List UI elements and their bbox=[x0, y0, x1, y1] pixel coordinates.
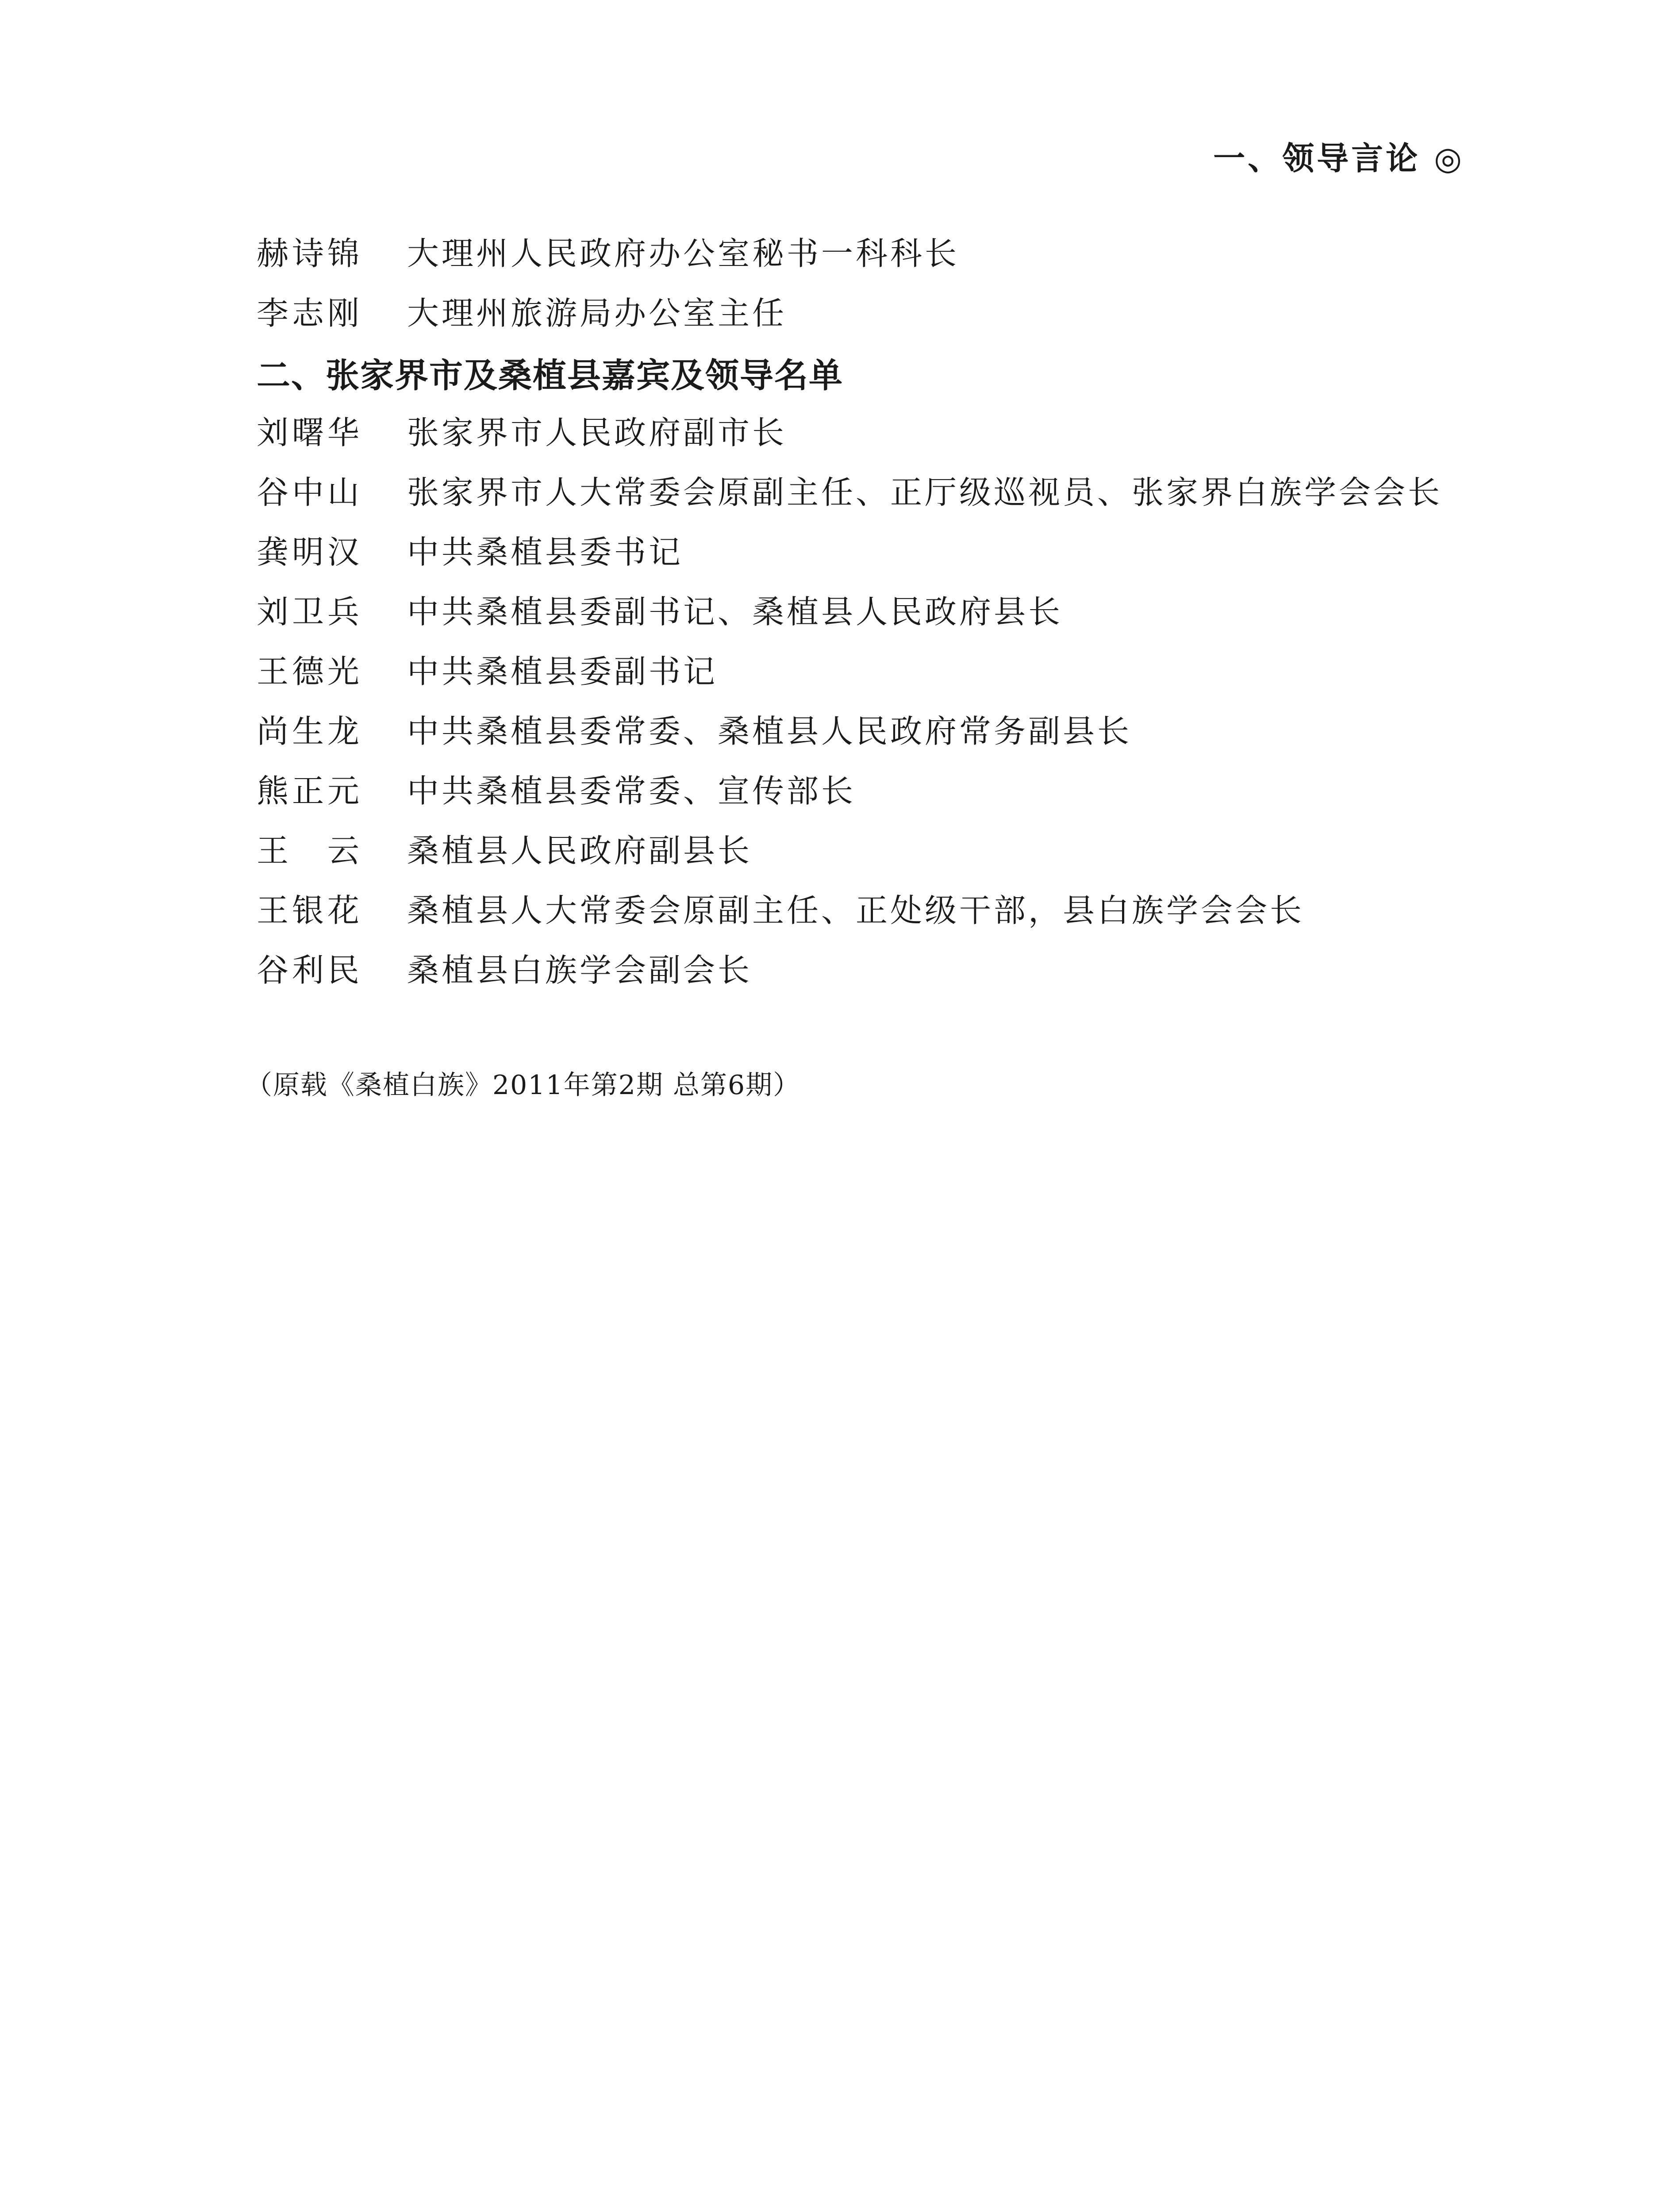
list-item bbox=[257, 940, 1540, 1000]
person-name: 谷利民 bbox=[257, 951, 363, 989]
person-title: 中共桑植县委副书记 bbox=[407, 653, 718, 690]
source-citation: （原载《桑植白族》2011年第2期 总第6期） bbox=[246, 1070, 801, 1101]
person-name: 赫诗锦 bbox=[257, 234, 363, 272]
person-name: 王银花 bbox=[257, 891, 363, 929]
person-title: 大理州旅游局办公室主任 bbox=[407, 294, 787, 332]
running-header bbox=[1213, 133, 1464, 179]
list-item bbox=[257, 821, 1540, 880]
person-name: 王德光 bbox=[257, 653, 363, 690]
list-item bbox=[257, 880, 1540, 940]
person-title: 张家界市人民政府副市长 bbox=[407, 414, 787, 451]
person-title: 中共桑植县委书记 bbox=[407, 533, 684, 571]
name-list bbox=[257, 223, 1540, 1000]
person-name: 刘曙华 bbox=[257, 414, 363, 451]
section-heading: 二、张家界市及桑植县嘉宾及领导名单 bbox=[257, 356, 843, 395]
person-title: 中共桑植县委常委、桑植县人民政府常务副县长 bbox=[407, 712, 1132, 750]
list-item bbox=[257, 283, 1540, 343]
list-item bbox=[257, 641, 1540, 701]
list-item bbox=[257, 761, 1540, 821]
list-item bbox=[257, 462, 1540, 522]
person-title: 桑植县人大常委会原副主任、正处级干部，县白族学会会长 bbox=[407, 891, 1305, 929]
section-title: 一、领导言论 bbox=[1213, 139, 1421, 177]
person-name: 刘卫兵 bbox=[257, 593, 363, 630]
person-name: 龚明汉 bbox=[257, 533, 363, 571]
person-title: 桑植县白族学会副会长 bbox=[407, 951, 753, 989]
double-circle-icon: ◎ bbox=[1434, 139, 1464, 177]
person-title: 中共桑植县委副书记、桑植县人民政府县长 bbox=[407, 593, 1063, 630]
list-item bbox=[257, 582, 1540, 641]
person-name: 王 云 bbox=[257, 832, 363, 869]
person-name: 谷中山 bbox=[257, 473, 363, 511]
person-title: 桑植县人民政府副县长 bbox=[407, 832, 753, 869]
person-title: 大理州人民政府办公室秘书一科科长 bbox=[407, 234, 960, 272]
list-item bbox=[257, 403, 1540, 462]
list-item bbox=[257, 223, 1540, 283]
list-item bbox=[257, 701, 1540, 761]
person-title: 中共桑植县委常委、宣传部长 bbox=[407, 772, 856, 810]
person-name: 熊正元 bbox=[257, 772, 363, 810]
person-name: 李志刚 bbox=[257, 294, 363, 332]
list-item bbox=[257, 522, 1540, 582]
person-name: 尚生龙 bbox=[257, 712, 363, 750]
person-title: 张家界市人大常委会原副主任、正厅级巡视员、张家界白族学会会长 bbox=[407, 473, 1443, 511]
